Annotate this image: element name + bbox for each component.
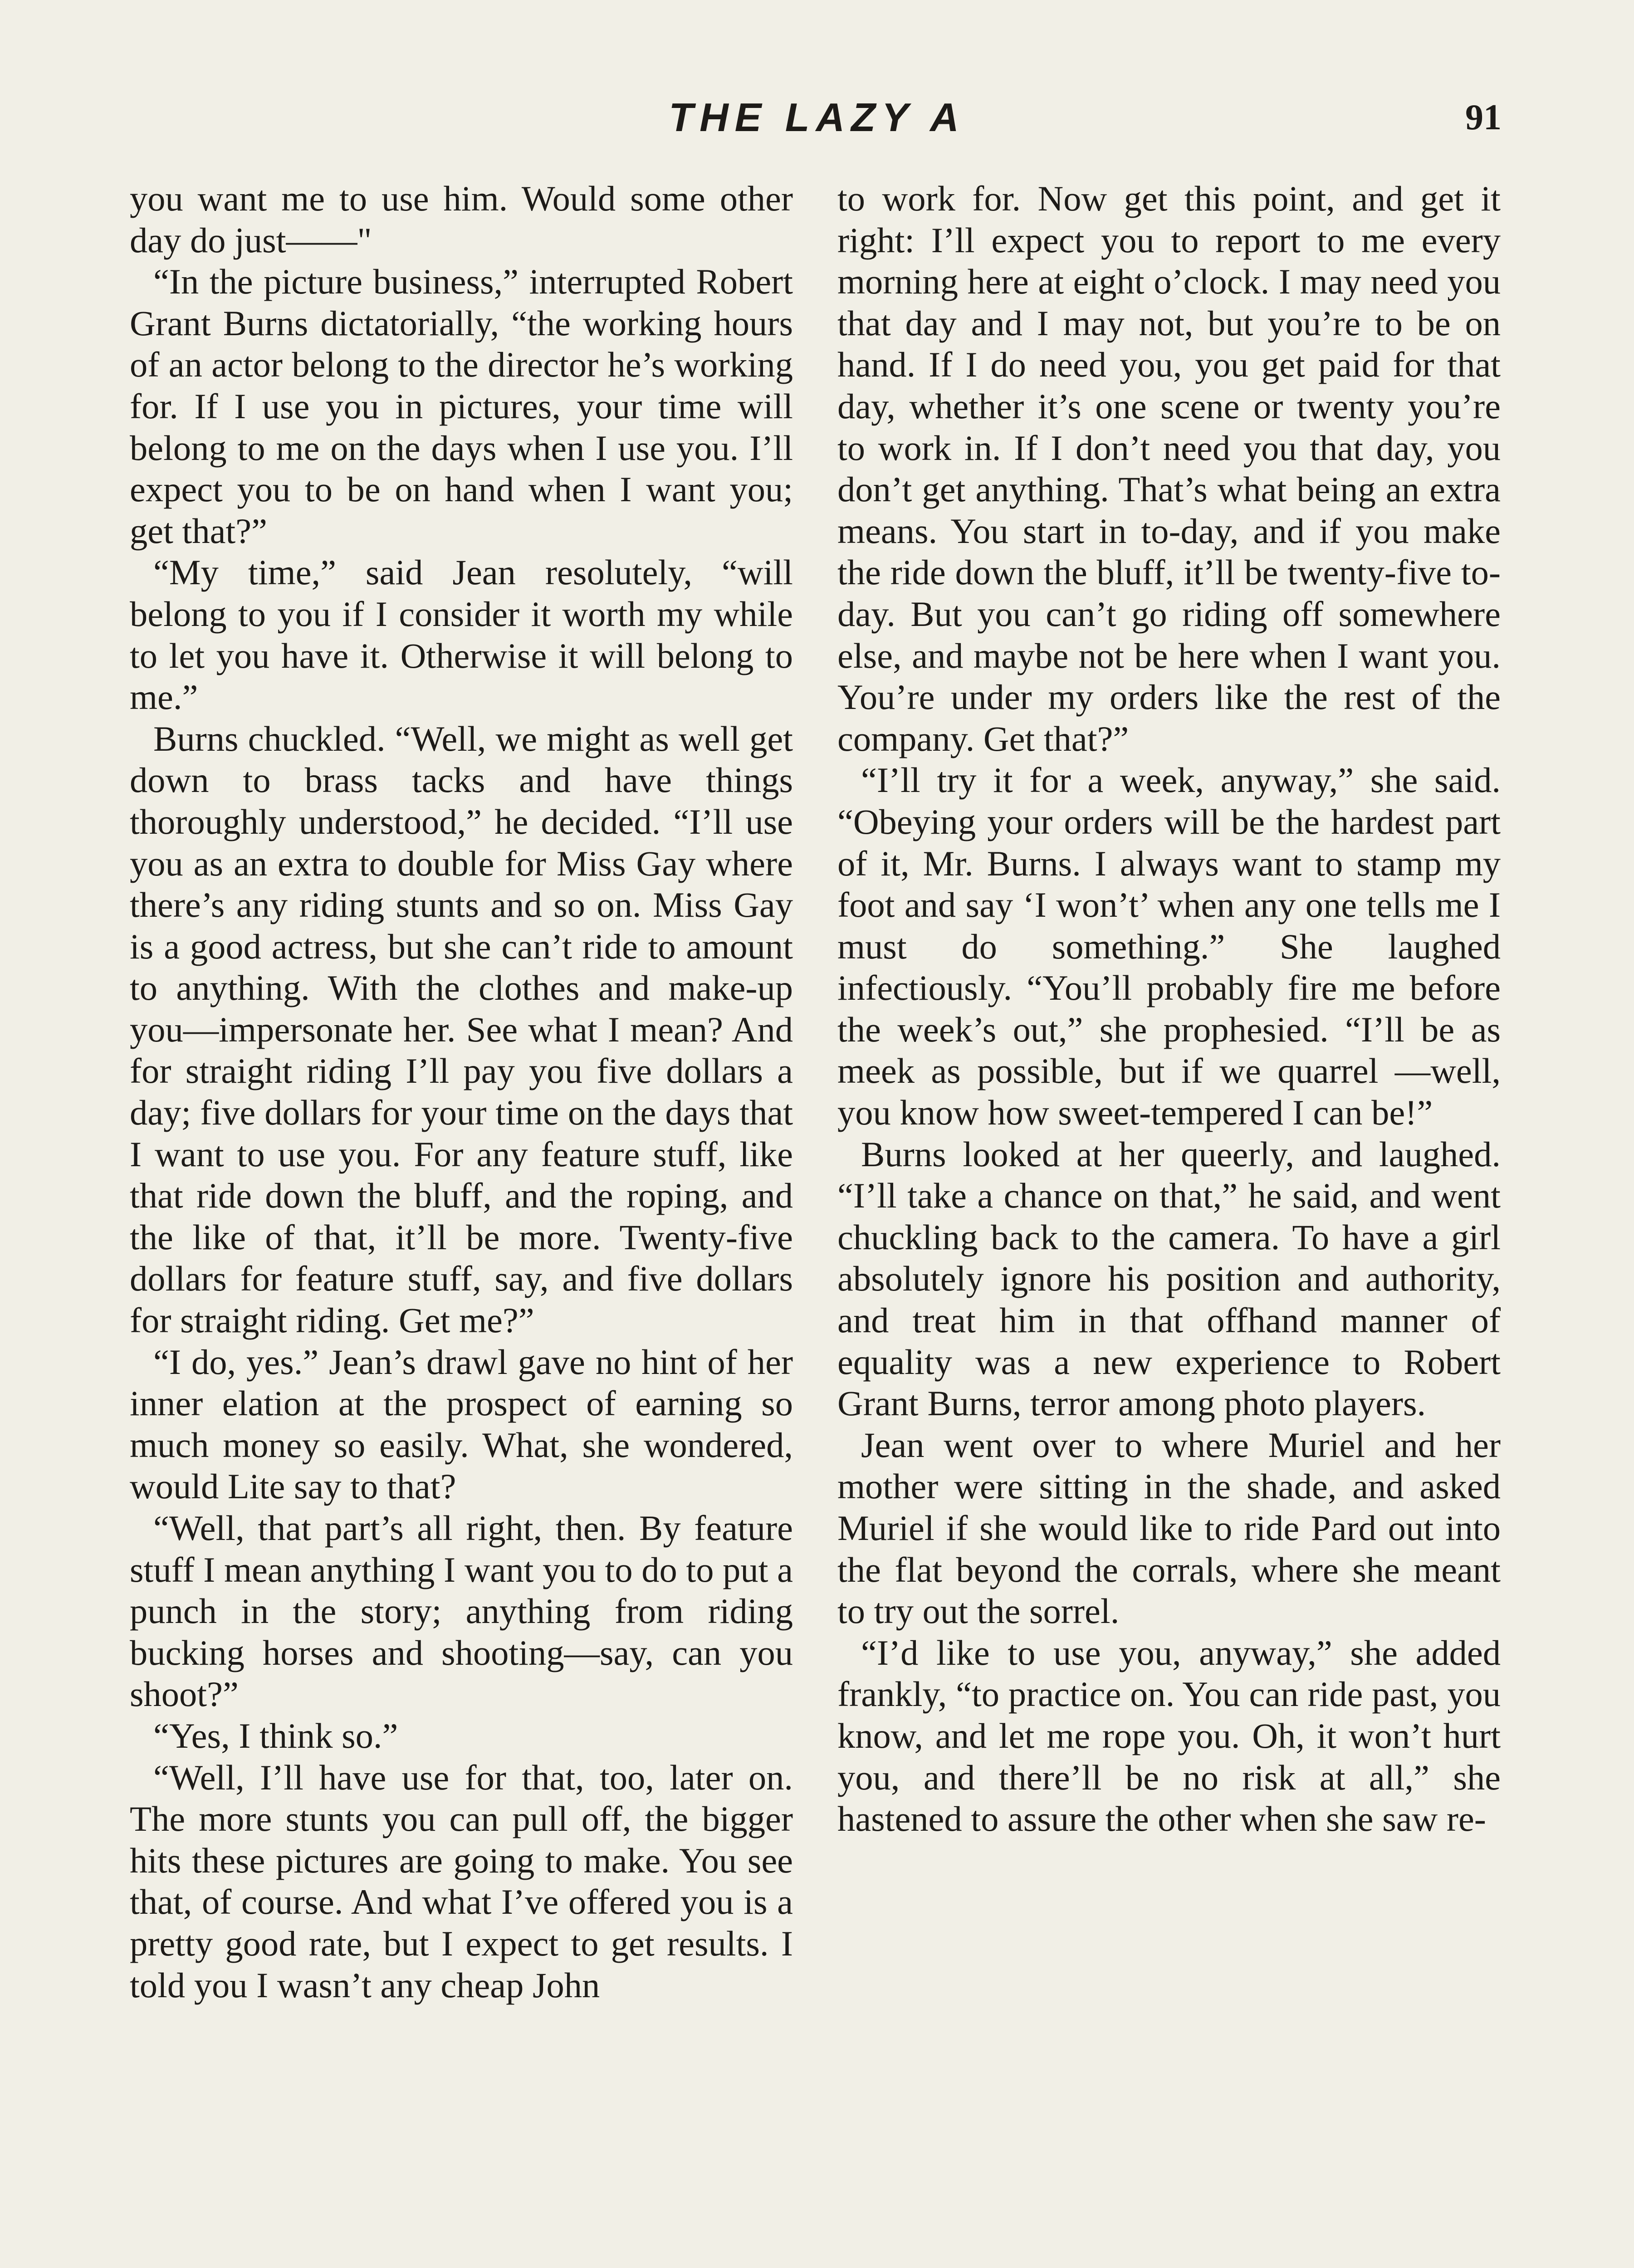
paragraph: you want me to use him. Would some other day do just——" (130, 179, 793, 260)
running-title: THE LAZY A (669, 95, 965, 140)
right-text-column (837, 178, 1501, 1840)
paragraph: “Yes, I think so.” (153, 1716, 398, 1755)
paragraph: “I’d like to use you, anyway,” she added frankly, “to practice on. You can ride past, you know, and let me rope you. Oh, it won’t hurt you, and there’ll be no risk at all,” she hastened to assure the other when she saw re- (837, 1633, 1501, 1839)
paragraph: “My time,” said Jean resolutely, “will belong to you if I consider it worth my while to let you have it. Otherwise it will belong to me.” (130, 552, 793, 717)
left-text-column (130, 178, 793, 2006)
paragraph: Burns looked at her queerly, and laughed. “I’ll take a chance on that,” he said, and went chuckling back to the camera. To have a girl absolutely ignore his position and authority, and treat him in that offhand manner of equality was a new experience to Robert Grant Burns, terror among photo players. (837, 1134, 1501, 1423)
page-number: 91 (1465, 98, 1502, 137)
paragraph: to work for. Now get this point, and get it right: I’ll expect you to report to me every morning here at eight o’clock. I may need you that day and I may not, but you’re to be on hand. If I do need you, you get paid for that day, whether it’s one scene or twenty you’re to work in. If I don’t need you that day, you don’t get anything. That’s what being an extra means. You start in to-day, and if you make the ride down the bluff, it’ll be twenty-five to-day. But you can’t go riding off somewhere else, and maybe not be here when I want you. You’re under my orders like the rest of the company. Get that?” (837, 179, 1501, 758)
paragraph: Burns chuckled. “Well, we might as well get down to brass tacks and have things thoroughly understood,” he decided. “I’ll use you as an extra to double for Miss Gay where there’s any riding stunts and so on. Miss Gay is a good actress, but she can’t ride to amount to anything. With the clothes and make-up you—impersonate her. See what I mean? And for straight riding I’ll pay you five dollars a day; five dollars for your time on the days that I want to use you. For any feature stuff, like that ride down the bluff, and the roping, and the like of that, it’ll be more. Twenty-five dollars for feature stuff, say, and five dollars for straight riding. Get me?” (130, 719, 793, 1340)
paragraph: Jean went over to where Muriel and her mother were sitting in the shade, and asked Muriel if she would like to ride Pard out into the flat beyond the corrals, where she meant to try out the sorrel. (837, 1425, 1501, 1631)
paragraph: “Well, I’ll have use for that, too, later on. The more stunts you can pull off, the bigger hits these pictures are going to make. You see that, of course. And what I’ve offered you is a pretty good rate, but I expect to get results. I told you I wasn’t any cheap John (130, 1757, 793, 2005)
paragraph: “In the picture business,” interrupted Robert Grant Burns dictatorially, “the working hours of an actor belong to the director he’s working for. If I use you in pictures, your time will belong to me on the days when I use you. I’ll expect you to be on hand when I want you; get that?” (130, 262, 793, 551)
page-header (0, 94, 1634, 158)
paragraph: “I’ll try it for a week, anyway,” she said. “Obeying your orders will be the hardest part of it, Mr. Burns. I always want to stamp my foot and say ‘I won’t’ when any one tells me I must do something.” She laughed infectiously. “You’ll probably fire me before the week’s out,” she prophesied. “I’ll be as meek as possible, but if we quarrel —well, you know how sweet-tempered I can be!” (837, 760, 1501, 1133)
paragraph: “Well, that part’s all right, then. By feature stuff I mean anything I want you to do to put a punch in the story; anything from riding bucking horses and shooting—say, can you shoot?” (130, 1508, 793, 1714)
paragraph: “I do, yes.” Jean’s drawl gave no hint of her inner elation at the prospect of earning so much money so easily. What, she wondered, would Lite say to that? (130, 1342, 793, 1506)
